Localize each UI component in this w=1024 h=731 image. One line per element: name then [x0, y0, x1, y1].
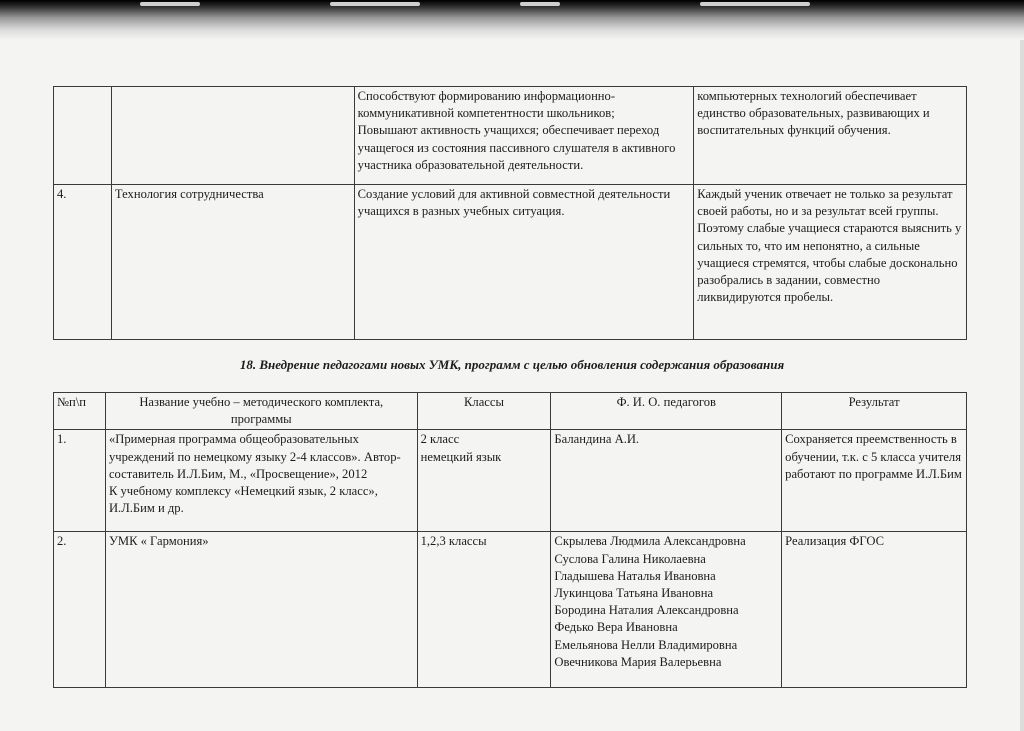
- row-number: [54, 87, 112, 185]
- scan-shadow: [0, 0, 1024, 40]
- table-row: [54, 185, 967, 340]
- section-title: 18. Внедрение педагогами новых УМК, программ с целью обновления содержания образования: [239, 357, 785, 372]
- header-result: Результат: [782, 393, 967, 430]
- row-number: 4.: [54, 185, 112, 340]
- technology-name: [111, 87, 354, 185]
- row-number: 2.: [54, 532, 106, 688]
- technology-result: Каждый ученик отвечает не только за результат своей работы, но и за результат всей группы. Поэтому слабые учащиеся стараются выяснить у сильных то, что им непонятно, а сильные учащиеся стремятся, чтобы слабые досконально разобрались в задании, совместно ликвидируются пробелы.: [694, 185, 967, 340]
- teachers: Скрылева Людмила Александровна Суслова Галина Николаевна Гладышева Наталья Ивановна Лукинцова Татьяна Ивановна Бородина Наталия Александровна Федько Вера Ивановна Емельянова Нелли Владимировна Овечникова Мария Валерьевна: [551, 532, 782, 688]
- header-program: Название учебно – методического комплекта, программы: [105, 393, 417, 430]
- header-teachers: Ф. И. О. педагогов: [551, 393, 782, 430]
- program-name: УМК « Гармония»: [105, 532, 417, 688]
- result: Сохраняется преемственность в обучении, т.к. с 5 класса учителя работают по программе И.Л.Бим: [782, 430, 967, 532]
- table-row: [54, 532, 967, 688]
- header-number: №п\п: [54, 393, 106, 430]
- technology-result: компьютерных технологий обеспечивает единство образовательных, развивающих и воспитательных функций обучения.: [694, 87, 967, 185]
- header-classes: Классы: [417, 393, 551, 430]
- table-row: [54, 87, 967, 185]
- technology-name: Технология сотрудничества: [111, 185, 354, 340]
- table-header-row: [54, 393, 967, 430]
- classes: 2 класс немецкий язык: [417, 430, 551, 532]
- technology-description: Способствуют формированию информационно-коммуникативной компетентности школьников; Повышают активность учащихся; обеспечивает переход учащегося из состояния пассивного слушателя в активного участника образовательной деятельности.: [354, 87, 694, 185]
- program-name: «Примерная программа общеобразовательных учреждений по немецкому языку 2-4 классов». Автор-составитель И.Л.Бим, М., «Просвещение», 2012 К учебному комплексу «Немецкий язык, 2 класс», И.Л.Бим и др.: [105, 430, 417, 532]
- scan-edge: [1020, 40, 1024, 731]
- row-number: 1.: [54, 430, 106, 532]
- technology-description: Создание условий для активной совместной деятельности учащихся в разных учебных ситуация.: [354, 185, 694, 340]
- table-row: [54, 430, 967, 532]
- technologies-table: [53, 86, 967, 340]
- teachers: Баландина А.И.: [551, 430, 782, 532]
- umk-table: [53, 392, 967, 688]
- classes: 1,2,3 классы: [417, 532, 551, 688]
- result: Реализация ФГОС: [782, 532, 967, 688]
